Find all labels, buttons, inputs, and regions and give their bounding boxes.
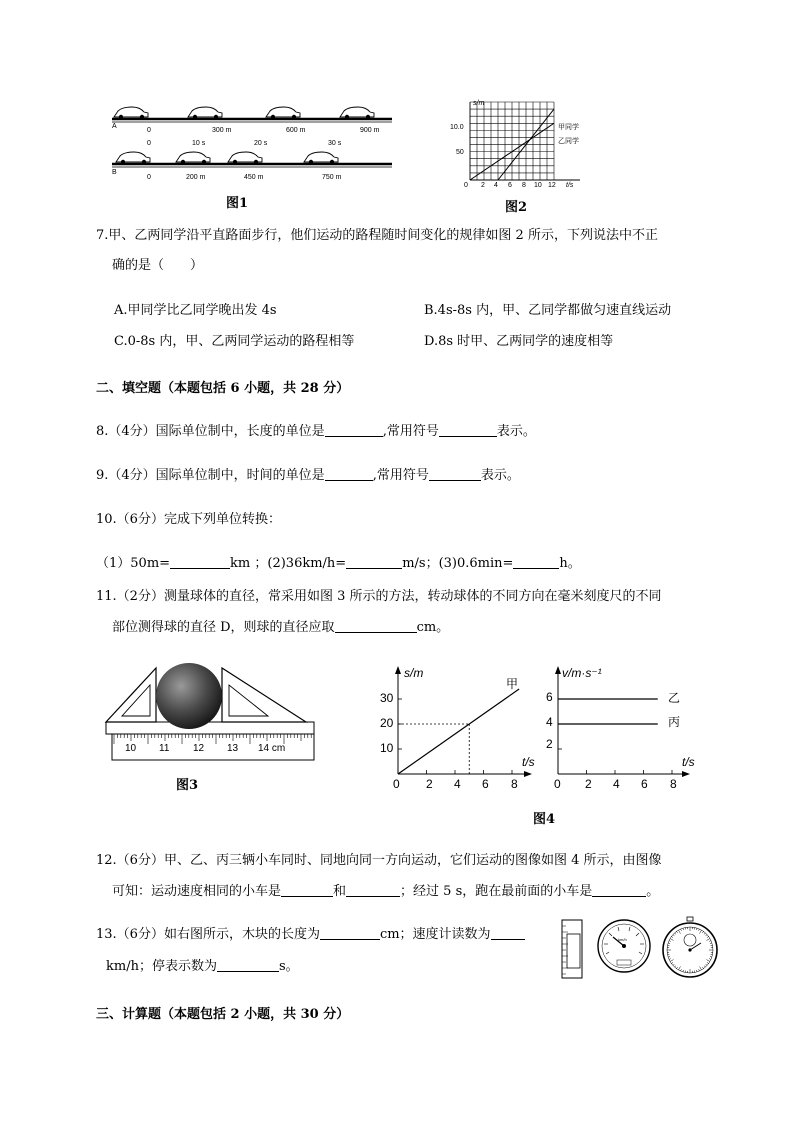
q9-text-b: ,常用符号 xyxy=(372,468,429,483)
fig4a-y-tick: 30 xyxy=(380,691,394,705)
fig4a-y-tick: 0 xyxy=(393,777,400,791)
fig3-tick-label: 13 xyxy=(227,743,239,754)
fig4a-x-tick: 4 xyxy=(454,777,461,791)
figure-4-graphs xyxy=(366,662,706,791)
fig1-row-a-mark: 600 m xyxy=(286,127,306,134)
fig2-legend-yi: 乙同学 xyxy=(558,138,579,145)
fig2-ylabel: s/m xyxy=(473,100,485,107)
fig2-x-tick: 6 xyxy=(508,182,512,189)
q8-text-a: 8.（4分）国际单位制中，长度的单位是 xyxy=(96,424,325,439)
figure-1-caption: 图1 xyxy=(226,196,249,211)
fig2-x-tick: 2 xyxy=(481,182,485,189)
fig2-legend-jia: 甲同学 xyxy=(558,124,579,131)
fig4b-y-tick: 6 xyxy=(546,690,553,704)
fig1-time-label: 0 xyxy=(147,140,151,147)
fig2-xlabel: t/s xyxy=(566,182,574,189)
fig4b-y-tick: 2 xyxy=(546,737,553,751)
fig4a-series-label: 甲 xyxy=(506,677,519,691)
fig4a-x-tick: 6 xyxy=(482,777,489,791)
fig4b-series-label-bing: 丙 xyxy=(668,715,681,729)
q10-blank-3[interactable] xyxy=(513,554,559,569)
fig3-tick-label: 11 xyxy=(159,743,170,754)
fig4a-xlabel: t/s xyxy=(522,755,535,769)
q10-blank-1[interactable] xyxy=(170,554,230,569)
q12-line1: 12.（6分）甲、乙、丙三辆小车同时、同地向同一方向运动，它们运动的图像如图 4 所示，由图像 xyxy=(96,853,662,868)
fig2-y-tick: 10.0 xyxy=(450,124,464,131)
q7-option-b: B.4s-8s 内，甲、乙同学都做匀速直线运动 xyxy=(424,303,672,318)
fig1-row-b-label: B xyxy=(112,169,117,176)
q13-blank-length[interactable] xyxy=(320,925,380,940)
q9 xyxy=(96,466,520,486)
figure-2-caption: 图2 xyxy=(505,200,528,215)
fig4b-ylabel: v/m·s⁻¹ xyxy=(562,666,602,680)
q7-option-a: A.甲同学比乙同学晚出发 4s xyxy=(114,303,277,318)
q11-line1: 11.（2分）测量球体的直径，常采用如图 3 所示的方法，转动球体的不同方向在毫米刻度尺的不同 xyxy=(96,589,662,604)
q13-blank-speed[interactable] xyxy=(491,925,525,940)
q11-line2 xyxy=(112,618,449,638)
car-icon xyxy=(176,152,210,164)
q10-part2: km ；(2)36km/h= xyxy=(230,556,347,571)
speedometer-unit: km/h xyxy=(618,937,627,942)
q9-blank-unit[interactable] xyxy=(325,466,373,481)
fig3-tick-label: 10 xyxy=(125,743,137,754)
q13-text-a: 13.（6分）如右图所示，木块的长度为 xyxy=(96,927,320,942)
figure-2-chart xyxy=(446,96,596,192)
fig2-x-tick: 10 xyxy=(534,182,542,189)
q11-text-b: cm。 xyxy=(416,620,450,635)
q12-blank-2[interactable] xyxy=(346,882,400,897)
fig4a-x-tick: 2 xyxy=(426,777,433,791)
fig2-y-tick: 50 xyxy=(456,149,464,156)
q10-part3: m/s；(3)0.6min= xyxy=(402,556,514,571)
q7-option-d: D.8s 时甲、乙两同学的速度相等 xyxy=(424,334,614,349)
fig1-row-b-mark: 0 xyxy=(147,174,151,181)
q12-text-c: ；经过 5 s，跑在最前面的小车是 xyxy=(400,884,593,899)
fig4b-y-tick: 0 xyxy=(554,777,561,791)
fig1-time-label: 20 s xyxy=(254,140,268,147)
q7-stem-cont: 确的是（ ） xyxy=(112,258,204,273)
car-icon xyxy=(228,152,262,164)
car-icon xyxy=(188,107,222,119)
fig2-x-tick: 12 xyxy=(548,182,556,189)
q9-blank-symbol[interactable] xyxy=(429,466,481,481)
figure-3-ball-ruler xyxy=(98,658,322,768)
q13-blank-time[interactable] xyxy=(217,957,279,972)
q13-line1 xyxy=(96,925,525,945)
fig4b-x-tick: 4 xyxy=(613,777,620,791)
car-icon xyxy=(116,152,150,164)
q8-blank-symbol[interactable] xyxy=(439,422,497,437)
section-2-heading: 二、填空题（本题包括 6 小题，共 28 分） xyxy=(96,381,350,396)
q9-text-a: 9.（4分）国际单位制中，时间的单位是 xyxy=(96,468,325,483)
q10-part1: （1）50m= xyxy=(96,556,171,571)
fig1-row-b-mark: 450 m xyxy=(244,174,264,181)
fig1-row-b-mark: 200 m xyxy=(186,174,206,181)
fig2-y-tick: 0 xyxy=(464,182,468,189)
q12-text-a: 可知：运动速度相同的小车是 xyxy=(112,884,282,899)
fig3-tick-label: 14 cm xyxy=(258,743,286,754)
q10-part4: h。 xyxy=(559,556,581,571)
q8 xyxy=(96,422,536,442)
q13-line2 xyxy=(106,957,299,977)
fig4a-y-tick: 20 xyxy=(380,716,394,730)
q8-text-b: ,常用符号 xyxy=(382,424,439,439)
ball xyxy=(156,663,222,729)
q12-text-b: 和 xyxy=(333,884,347,899)
q10-title: 10.（6分）完成下列单位转换： xyxy=(96,512,281,527)
fig4b-y-tick: 4 xyxy=(546,715,553,729)
car-icon xyxy=(340,107,374,119)
section-3-heading: 三、计算题（本题包括 2 小题，共 30 分） xyxy=(96,1007,350,1022)
q12-line2 xyxy=(112,882,659,902)
fig1-row-a-label: A xyxy=(112,123,117,130)
q13-instruments xyxy=(556,916,726,982)
q13-text-b: cm；速度计读数为 xyxy=(379,927,491,942)
fig4b-xlabel: t/s xyxy=(682,755,695,769)
q10-conversions xyxy=(96,554,581,574)
fig1-row-a-mark: 0 xyxy=(147,127,151,134)
fig4a-x-tick: 8 xyxy=(511,777,518,791)
fig1-time-label: 10 s xyxy=(192,140,206,147)
ruler-icon xyxy=(562,920,582,978)
fig4a-series-jia xyxy=(398,689,519,774)
q10-blank-2[interactable] xyxy=(346,554,402,569)
q12-blank-1[interactable] xyxy=(281,882,333,897)
figure-3-caption: 图3 xyxy=(176,778,199,793)
fig4b-x-tick: 2 xyxy=(585,777,592,791)
fig4a-ylabel: s/m xyxy=(404,666,424,680)
q12-text-d: 。 xyxy=(646,884,660,899)
q11-text-a: 部位测得球的直径 D，则球的直径应取 xyxy=(112,620,335,635)
q9-text-c: 表示。 xyxy=(480,468,520,483)
fig4b-x-tick: 8 xyxy=(670,777,677,791)
fig4b-x-tick: 6 xyxy=(641,777,648,791)
fig2-x-tick: 4 xyxy=(494,182,498,189)
fig4b-series-label-yi: 乙 xyxy=(668,691,681,705)
fig1-row-a-mark: 300 m xyxy=(212,127,232,134)
fig3-tick-label: 12 xyxy=(193,743,205,754)
q13-text-c: km/h；停表示数为 xyxy=(106,959,217,974)
figure-1-cars xyxy=(108,98,398,193)
fig1-row-b-mark: 750 m xyxy=(322,174,342,181)
q7-option-c: C.0-8s 内，甲、乙两同学运动的路程相等 xyxy=(114,334,355,349)
car-icon xyxy=(266,107,300,119)
q8-blank-unit[interactable] xyxy=(325,422,383,437)
fig1-time-label: 30 s xyxy=(328,140,342,147)
q7-stem: 7.甲、乙两同学沿平直路面步行，他们运动的路程随时间变化的规律如图 2 所示，下列说法中不正 xyxy=(96,228,658,243)
q12-blank-3[interactable] xyxy=(592,882,646,897)
stopwatch-icon xyxy=(663,917,717,977)
figure-4-caption: 图4 xyxy=(533,812,556,827)
fig4a-y-tick: 10 xyxy=(380,741,394,755)
fig2-x-tick: 8 xyxy=(522,182,526,189)
car-icon xyxy=(304,152,338,164)
q8-text-c: 表示。 xyxy=(496,424,536,439)
speedometer-icon xyxy=(598,920,650,972)
car-icon xyxy=(114,107,148,119)
fig1-row-a-mark: 900 m xyxy=(360,127,380,134)
q11-blank-diameter[interactable] xyxy=(335,618,417,633)
q13-text-d: s。 xyxy=(278,959,299,974)
